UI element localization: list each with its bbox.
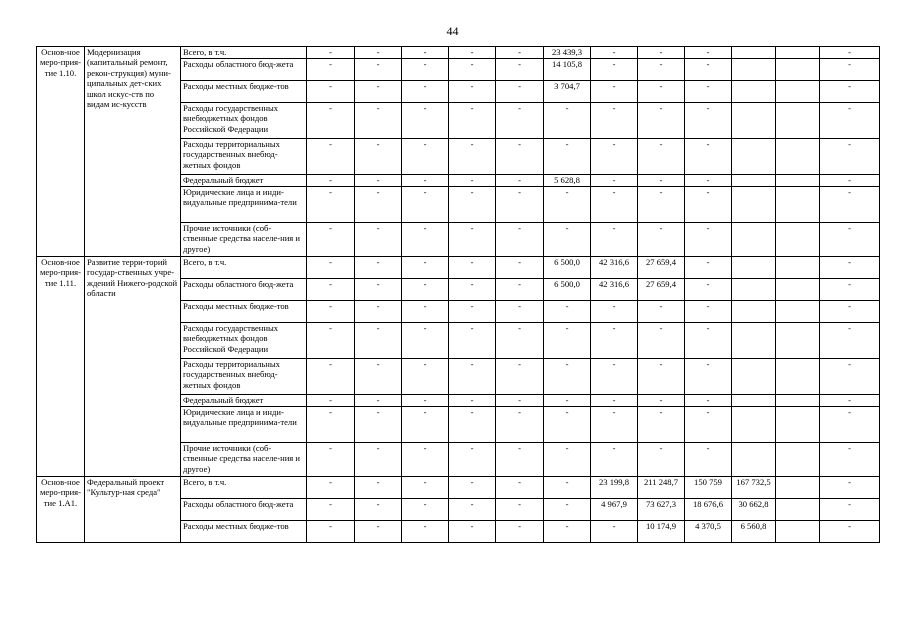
year-value-cell: - (820, 323, 880, 359)
table-row (37, 257, 880, 279)
year-value-cell (732, 223, 776, 257)
year-value-cell: - (402, 175, 449, 187)
funding-source-label: Расходы государственных внебюджетных фондов Российской Федерации (181, 323, 307, 359)
year-value-cell: - (685, 443, 732, 477)
year-value-cell: - (638, 139, 685, 175)
year-value-cell: - (496, 81, 544, 103)
year-value-cell: - (638, 443, 685, 477)
year-value-cell: - (591, 223, 638, 257)
year-value-cell: - (307, 407, 355, 443)
year-value-cell (776, 395, 820, 407)
year-value-cell: - (402, 257, 449, 279)
year-value-cell: - (638, 81, 685, 103)
year-value-cell: - (820, 301, 880, 323)
year-value-cell: - (820, 47, 880, 59)
year-value-cell: - (591, 359, 638, 395)
year-value-cell: - (591, 187, 638, 223)
year-value-cell: - (307, 103, 355, 139)
year-value-cell: - (820, 407, 880, 443)
year-value-cell: - (820, 499, 880, 521)
year-value-cell: - (544, 499, 591, 521)
year-value-cell: - (402, 81, 449, 103)
year-value-cell: - (591, 59, 638, 81)
year-value-cell: 3 704,7 (544, 81, 591, 103)
year-value-cell: - (685, 103, 732, 139)
year-value-cell: - (307, 323, 355, 359)
year-value-cell: - (496, 279, 544, 301)
year-value-cell (732, 279, 776, 301)
year-value-cell: - (544, 395, 591, 407)
year-value-cell: 18 676,6 (685, 499, 732, 521)
year-value-cell: - (496, 301, 544, 323)
year-value-cell (732, 81, 776, 103)
funding-source-label: Расходы территориальных государственных внебюд-жетных фондов (181, 139, 307, 175)
year-value-cell: - (544, 187, 591, 223)
year-value-cell (776, 407, 820, 443)
year-value-cell (776, 187, 820, 223)
year-value-cell (732, 59, 776, 81)
year-value-cell (776, 103, 820, 139)
year-value-cell: 211 248,7 (638, 477, 685, 499)
year-value-cell: - (591, 47, 638, 59)
year-value-cell: - (355, 279, 402, 301)
year-value-cell: 150 759 (685, 477, 732, 499)
funding-source-label: Расходы территориальных государственных внебюд-жетных фондов (181, 359, 307, 395)
year-value-cell (776, 257, 820, 279)
year-value-cell: - (820, 257, 880, 279)
year-value-cell (776, 139, 820, 175)
year-value-cell: - (449, 443, 496, 477)
year-value-cell: - (449, 477, 496, 499)
year-value-cell: - (307, 223, 355, 257)
year-value-cell: - (638, 47, 685, 59)
year-value-cell: - (685, 359, 732, 395)
year-value-cell: 42 316,6 (591, 257, 638, 279)
year-value-cell: - (307, 477, 355, 499)
year-value-cell: - (685, 257, 732, 279)
year-value-cell: - (307, 359, 355, 395)
year-value-cell: - (402, 395, 449, 407)
year-value-cell: - (402, 59, 449, 81)
year-value-cell: - (355, 477, 402, 499)
year-value-cell: 27 659,4 (638, 257, 685, 279)
year-value-cell: 10 174,9 (638, 521, 685, 543)
year-value-cell: - (591, 407, 638, 443)
year-value-cell: - (355, 443, 402, 477)
page-number: 44 (446, 24, 459, 38)
year-value-cell: - (355, 257, 402, 279)
year-value-cell: - (449, 395, 496, 407)
year-value-cell: - (402, 103, 449, 139)
year-value-cell: - (355, 407, 402, 443)
funding-source-label: Всего, в т.ч. (181, 477, 307, 499)
year-value-cell: - (449, 81, 496, 103)
year-value-cell: 6 500,0 (544, 279, 591, 301)
year-value-cell: - (307, 81, 355, 103)
year-value-cell: - (355, 359, 402, 395)
year-value-cell: - (496, 257, 544, 279)
year-value-cell (732, 47, 776, 59)
year-value-cell: - (307, 139, 355, 175)
year-value-cell: - (820, 175, 880, 187)
funding-source-label: Расходы областного бюд-жета (181, 279, 307, 301)
year-value-cell: - (402, 47, 449, 59)
year-value-cell: - (685, 187, 732, 223)
year-value-cell: - (449, 407, 496, 443)
year-value-cell: - (638, 187, 685, 223)
year-value-cell: - (355, 223, 402, 257)
year-value-cell: - (355, 175, 402, 187)
year-value-cell: - (307, 279, 355, 301)
funding-source-label: Юридические лица и инди-видуальные предпринима-тели (181, 187, 307, 223)
year-value-cell: 14 105,8 (544, 59, 591, 81)
activity-name: Федеральный проект "Культур-ная среда" (85, 477, 181, 543)
funding-source-label: Расходы областного бюд-жета (181, 499, 307, 521)
activity-code: Основ-ное меро-прия-тие 1.А1. (37, 477, 85, 543)
year-value-cell: - (544, 139, 591, 175)
funding-source-label: Федеральный бюджет (181, 395, 307, 407)
year-value-cell: 23 199,8 (591, 477, 638, 499)
year-value-cell: - (496, 59, 544, 81)
year-value-cell: - (685, 139, 732, 175)
funding-source-label: Федеральный бюджет (181, 175, 307, 187)
year-value-cell (732, 175, 776, 187)
activity-name: Развитие терри-торий государ-ственных учре-ждений Нижего-родской области (85, 257, 181, 477)
year-value-cell: - (638, 395, 685, 407)
year-value-cell: - (496, 443, 544, 477)
year-value-cell: 167 732,5 (732, 477, 776, 499)
year-value-cell: - (307, 175, 355, 187)
year-value-cell: - (820, 103, 880, 139)
year-value-cell (776, 47, 820, 59)
year-value-cell: - (449, 175, 496, 187)
year-value-cell: - (820, 521, 880, 543)
year-value-cell: - (496, 521, 544, 543)
year-value-cell: 4 370,5 (685, 521, 732, 543)
year-value-cell: - (685, 59, 732, 81)
funding-source-label: Расходы областного бюд-жета (181, 59, 307, 81)
year-value-cell: - (307, 257, 355, 279)
funding-source-label: Расходы местных бюдже-тов (181, 81, 307, 103)
year-value-cell: - (685, 301, 732, 323)
year-value-cell: - (685, 81, 732, 103)
activity-code: Основ-ное меро-прия-тие 1.10. (37, 47, 85, 257)
table-row (37, 47, 880, 59)
year-value-cell: - (496, 477, 544, 499)
year-value-cell (776, 301, 820, 323)
year-value-cell: - (449, 257, 496, 279)
year-value-cell: - (820, 81, 880, 103)
year-value-cell: - (496, 175, 544, 187)
year-value-cell: - (685, 395, 732, 407)
year-value-cell: - (307, 499, 355, 521)
year-value-cell: - (402, 521, 449, 543)
year-value-cell: - (544, 323, 591, 359)
year-value-cell: - (355, 301, 402, 323)
year-value-cell: - (402, 301, 449, 323)
activity-name: Модернизация (капитальный ремонт, рекон-струкция) муни-ципальных дет-ских школ искус-ств по видам ис-кусств (85, 47, 181, 257)
year-value-cell: - (638, 59, 685, 81)
funding-source-label: Расходы местных бюдже-тов (181, 521, 307, 543)
year-value-cell: - (496, 139, 544, 175)
year-value-cell: - (496, 223, 544, 257)
year-value-cell: - (820, 59, 880, 81)
year-value-cell: - (685, 279, 732, 301)
funding-source-label: Расходы государственных внебюджетных фондов Российской Федерации (181, 103, 307, 139)
year-value-cell: - (402, 407, 449, 443)
year-value-cell: - (496, 187, 544, 223)
year-value-cell: - (355, 81, 402, 103)
table-row (37, 477, 880, 499)
year-value-cell: - (685, 223, 732, 257)
year-value-cell (732, 323, 776, 359)
year-value-cell: - (355, 395, 402, 407)
funding-source-label: Всего, в т.ч. (181, 47, 307, 59)
year-value-cell: - (591, 139, 638, 175)
year-value-cell: - (449, 47, 496, 59)
year-value-cell: - (355, 59, 402, 81)
year-value-cell: - (355, 139, 402, 175)
year-value-cell: - (638, 359, 685, 395)
year-value-cell: - (820, 395, 880, 407)
year-value-cell: - (544, 521, 591, 543)
year-value-cell (732, 395, 776, 407)
year-value-cell (776, 499, 820, 521)
year-value-cell (776, 279, 820, 301)
year-value-cell: - (496, 103, 544, 139)
year-value-cell: - (685, 47, 732, 59)
year-value-cell: - (544, 443, 591, 477)
year-value-cell (732, 103, 776, 139)
year-value-cell: - (591, 301, 638, 323)
year-value-cell: - (591, 521, 638, 543)
year-value-cell: - (820, 279, 880, 301)
year-value-cell (732, 187, 776, 223)
year-value-cell: 6 560,8 (732, 521, 776, 543)
year-value-cell: - (355, 47, 402, 59)
year-value-cell (776, 521, 820, 543)
year-value-cell: - (449, 499, 496, 521)
year-value-cell: - (638, 301, 685, 323)
year-value-cell (776, 175, 820, 187)
year-value-cell: - (544, 407, 591, 443)
funding-source-label: Прочие источники (соб-ственные средства населе-ния и другое) (181, 223, 307, 257)
year-value-cell: 5 628,8 (544, 175, 591, 187)
year-value-cell: 73 627,3 (638, 499, 685, 521)
year-value-cell (776, 477, 820, 499)
funding-source-label: Прочие источники (соб-ственные средства населе-ния и другое) (181, 443, 307, 477)
year-value-cell (776, 359, 820, 395)
year-value-cell: 4 967,9 (591, 499, 638, 521)
year-value-cell: - (820, 223, 880, 257)
funding-source-label: Расходы местных бюдже-тов (181, 301, 307, 323)
year-value-cell: - (591, 323, 638, 359)
budget-table (36, 46, 880, 543)
year-value-cell: - (449, 103, 496, 139)
year-value-cell: - (820, 443, 880, 477)
year-value-cell: - (496, 359, 544, 395)
year-value-cell: - (638, 223, 685, 257)
year-value-cell: - (307, 395, 355, 407)
year-value-cell: - (820, 139, 880, 175)
year-value-cell: - (307, 47, 355, 59)
year-value-cell: - (544, 477, 591, 499)
year-value-cell: - (638, 407, 685, 443)
year-value-cell: - (307, 187, 355, 223)
year-value-cell: - (402, 499, 449, 521)
year-value-cell: - (638, 323, 685, 359)
year-value-cell: - (402, 139, 449, 175)
year-value-cell: - (638, 175, 685, 187)
year-value-cell: - (685, 323, 732, 359)
year-value-cell: - (449, 223, 496, 257)
year-value-cell (776, 223, 820, 257)
year-value-cell (732, 359, 776, 395)
year-value-cell: - (496, 499, 544, 521)
year-value-cell: - (449, 323, 496, 359)
year-value-cell: 23 439,3 (544, 47, 591, 59)
year-value-cell: - (544, 359, 591, 395)
year-value-cell: - (496, 395, 544, 407)
year-value-cell: - (402, 279, 449, 301)
year-value-cell: - (496, 323, 544, 359)
year-value-cell: - (591, 81, 638, 103)
activity-code: Основ-ное меро-прия-тие 1.11. (37, 257, 85, 477)
year-value-cell: - (355, 521, 402, 543)
year-value-cell: - (402, 359, 449, 395)
year-value-cell (776, 323, 820, 359)
year-value-cell: - (449, 139, 496, 175)
year-value-cell: - (355, 103, 402, 139)
year-value-cell: - (820, 359, 880, 395)
year-value-cell: - (355, 323, 402, 359)
year-value-cell: - (402, 323, 449, 359)
year-value-cell: - (544, 301, 591, 323)
year-value-cell: - (591, 443, 638, 477)
year-value-cell: - (307, 443, 355, 477)
year-value-cell: - (449, 301, 496, 323)
year-value-cell: - (402, 443, 449, 477)
year-value-cell (776, 81, 820, 103)
year-value-cell: - (591, 395, 638, 407)
year-value-cell: - (638, 103, 685, 139)
year-value-cell (732, 257, 776, 279)
year-value-cell: - (591, 175, 638, 187)
year-value-cell: 42 316,6 (591, 279, 638, 301)
year-value-cell: - (820, 187, 880, 223)
year-value-cell (776, 59, 820, 81)
year-value-cell: - (449, 187, 496, 223)
year-value-cell: - (449, 521, 496, 543)
year-value-cell: 30 662,8 (732, 499, 776, 521)
year-value-cell: 27 659,4 (638, 279, 685, 301)
year-value-cell: 6 500,0 (544, 257, 591, 279)
year-value-cell: - (449, 359, 496, 395)
year-value-cell: - (449, 279, 496, 301)
year-value-cell: - (591, 103, 638, 139)
year-value-cell: - (496, 407, 544, 443)
year-value-cell (732, 443, 776, 477)
year-value-cell (732, 301, 776, 323)
year-value-cell: - (496, 47, 544, 59)
year-value-cell: - (402, 187, 449, 223)
funding-source-label: Всего, в т.ч. (181, 257, 307, 279)
year-value-cell: - (307, 301, 355, 323)
year-value-cell (776, 443, 820, 477)
year-value-cell: - (307, 521, 355, 543)
funding-source-label: Юридические лица и инди-видуальные предпринима-тели (181, 407, 307, 443)
year-value-cell: - (544, 103, 591, 139)
year-value-cell: - (402, 477, 449, 499)
year-value-cell: - (402, 223, 449, 257)
year-value-cell: - (544, 223, 591, 257)
year-value-cell: - (820, 477, 880, 499)
year-value-cell: - (685, 175, 732, 187)
year-value-cell: - (307, 59, 355, 81)
year-value-cell: - (355, 499, 402, 521)
year-value-cell: - (685, 407, 732, 443)
year-value-cell (732, 139, 776, 175)
year-value-cell: - (355, 187, 402, 223)
year-value-cell: - (449, 59, 496, 81)
year-value-cell (732, 407, 776, 443)
